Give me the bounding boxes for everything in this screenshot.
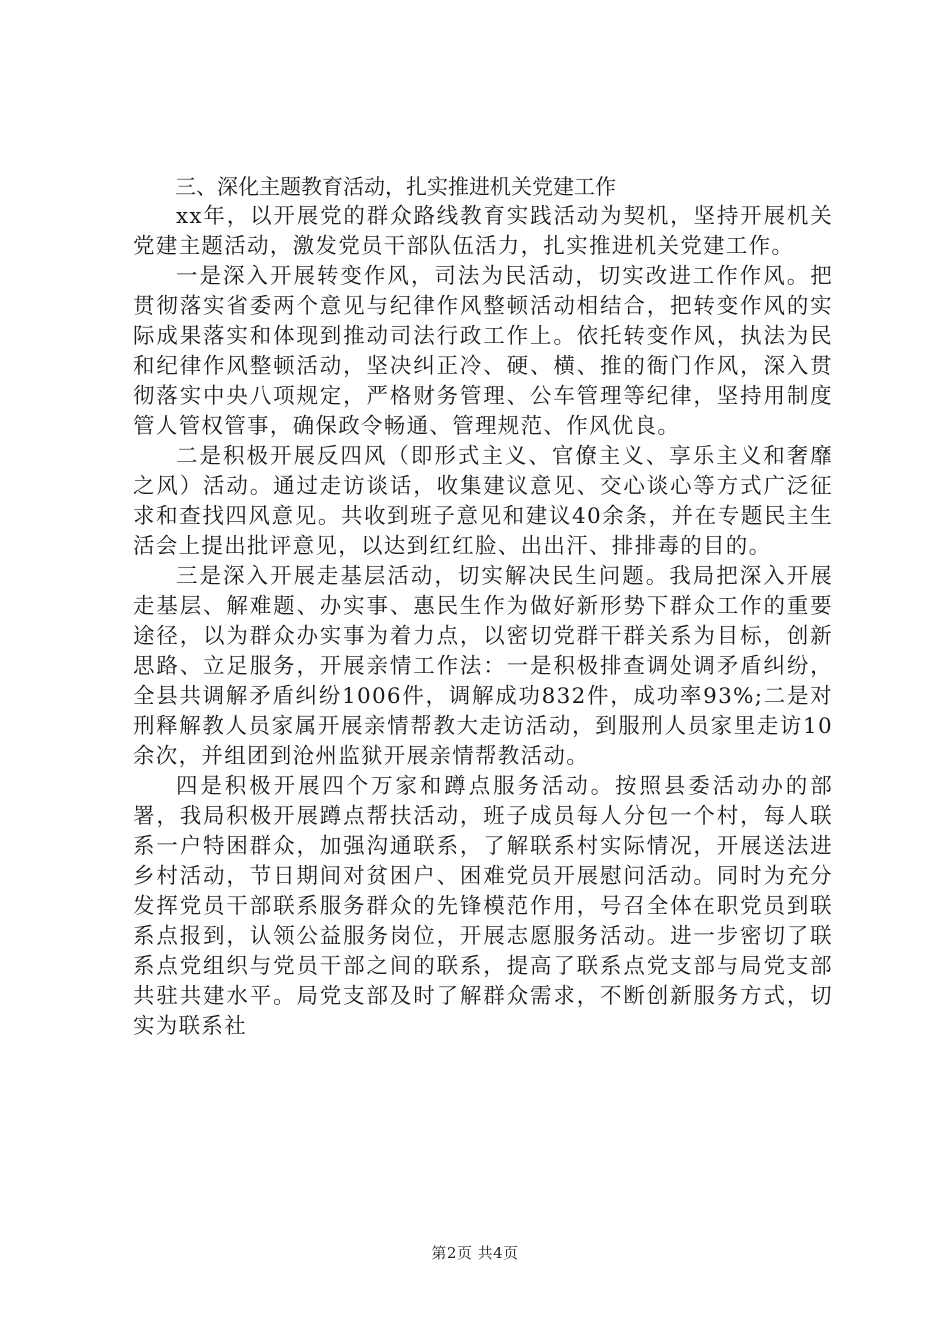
- paragraph-intro: xx年，以开展党的群众路线教育实践活动为契机，坚持开展机关党建主题活动，激发党员干部队伍活力，扎实推进机关党建工作。: [133, 204, 833, 259]
- paragraph-item-1: 一是深入开展转变作风，司法为民活动，切实改进工作作风。把贯彻落实省委两个意见与纪律作风整顿活动相结合，把转变作风的实际成果落实和体现到推动司法行政工作上。依托转变作风，执法为民和纪律作风整顿活动，坚决纠正冷、硬、横、推的衙门作风，深入贯彻落实中央八项规定，严格财务管理、公车管理等纪律，坚持用制度管人管权管事，确保政令畅通、管理规范、作风优良。: [133, 264, 833, 439]
- page-number-footer: 第2页 共4页: [431, 1244, 519, 1262]
- document-body: [133, 172, 833, 1042]
- paragraph-item-3: 三是深入开展走基层活动，切实解决民生问题。我局把深入开展走基层、解难题、办实事、惠民生作为做好新形势下群众工作的重要途径，以为群众办实事为着力点，以密切党群干群关系为目标，创新思路、立足服务，开展亲情工作法：一是积极排查调处调矛盾纠纷，全县共调解矛盾纠纷1006件，调解成功832件，成功率93%;二是对刑释解教人员家属开展亲情帮教大走访活动，到服刑人员家里走访10余次，并组团到沧州监狱开展亲情帮教活动。: [133, 564, 833, 769]
- paragraph-item-2: 二是积极开展反四风（即形式主义、官僚主义、享乐主义和奢靡之风）活动。通过走访谈话，收集建议意见、交心谈心等方式广泛征求和查找四风意见。共收到班子意见和建议40余条，并在专题民主生活会上提出批评意见，以达到红红脸、出出汗、排排毒的目的。: [133, 444, 833, 559]
- paragraph-item-4: 四是积极开展四个万家和蹲点服务活动。按照县委活动办的部署，我局积极开展蹲点帮扶活动，班子成员每人分包一个村，每人联系一户特困群众，加强沟通联系，了解联系村实际情况，开展送法进乡村活动，节日期间对贫困户、困难党员开展慰问活动。同时为充分发挥党员干部联系服务群众的先锋模范作用，号召全体在职党员到联系点报到，认领公益服务岗位，开展志愿服务活动。进一步密切了联系点党组织与党员干部之间的联系，提高了联系点党支部与局党支部共驻共建水平。局党支部及时了解群众需求，不断创新服务方式，切实为联系社: [133, 774, 833, 1039]
- section-heading: 三、深化主题教育活动，扎实推进机关党建工作: [175, 175, 616, 199]
